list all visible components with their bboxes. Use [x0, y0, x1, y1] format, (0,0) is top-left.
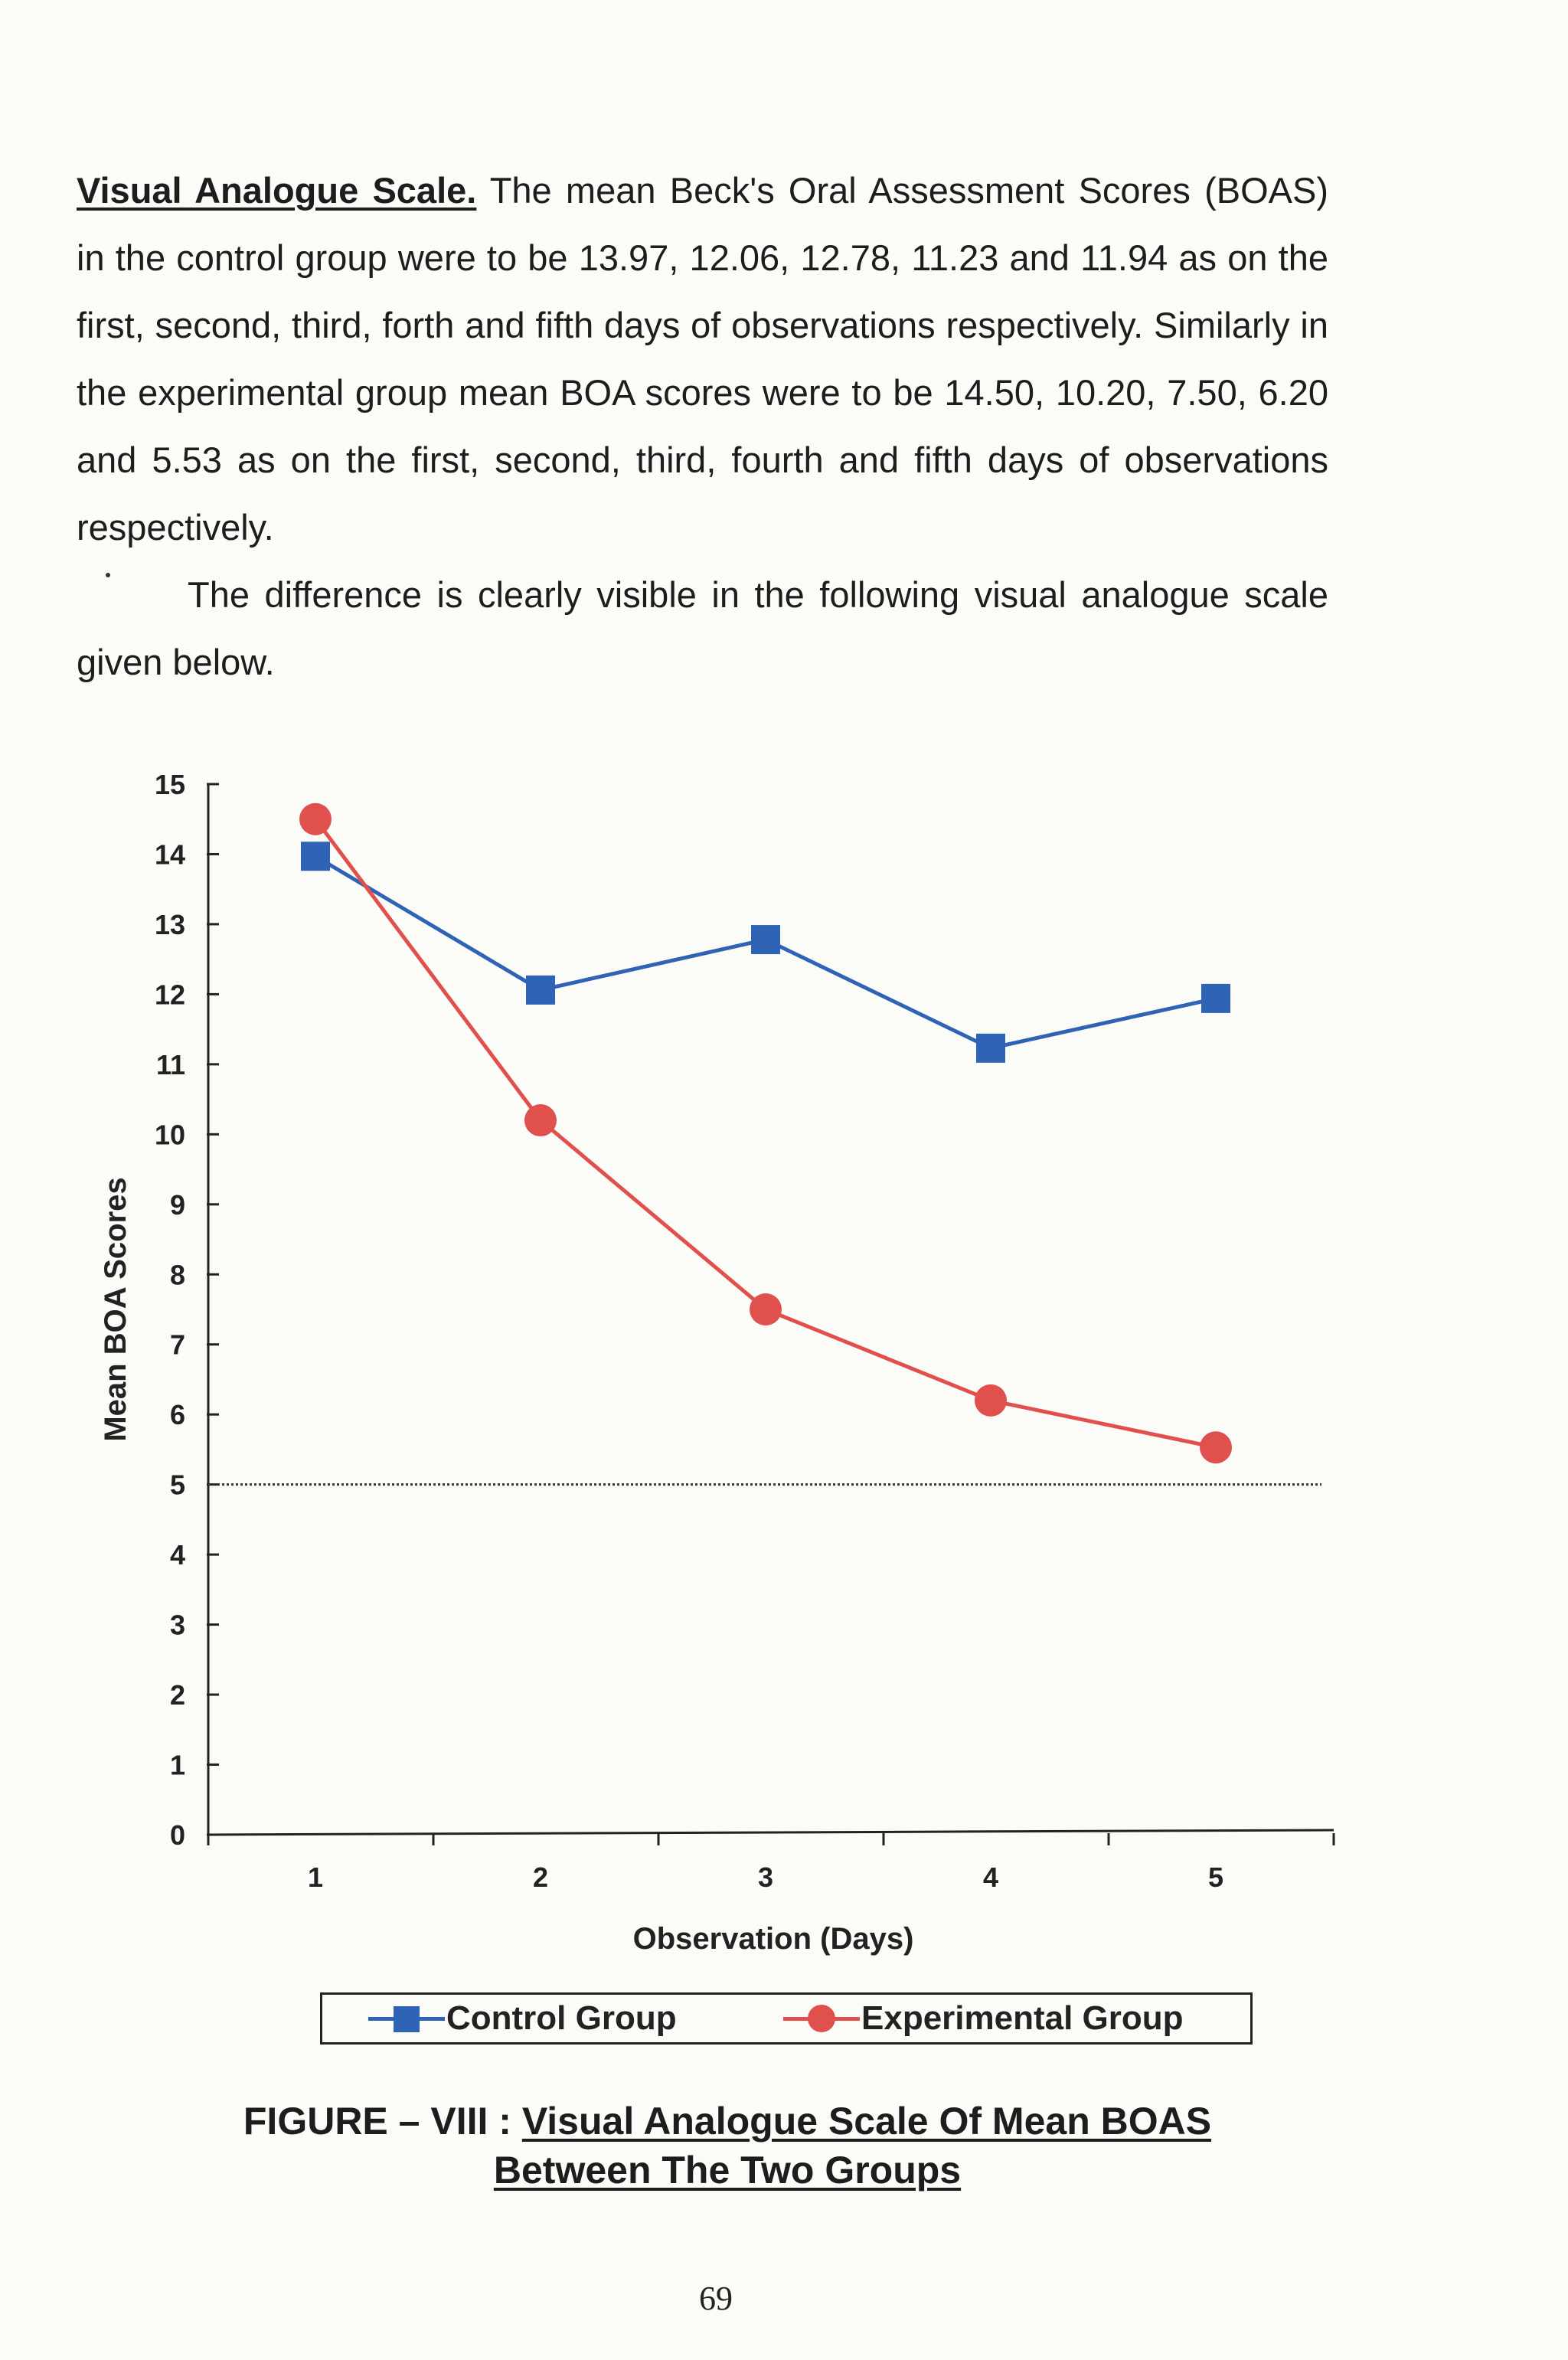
y-tick-label: 11 — [155, 1048, 185, 1080]
y-tick-label: 2 — [169, 1679, 185, 1711]
figure-caption-continued — [115, 2146, 1340, 2195]
x-tick-label: 1 — [307, 1862, 324, 1893]
control-data-point — [1201, 984, 1230, 1013]
y-tick-label: 1 — [169, 1749, 185, 1781]
y-tick-label: 10 — [154, 1119, 185, 1151]
caption-prefix: FIGURE – VIII : — [243, 2100, 522, 2143]
page-number: 69 — [699, 2280, 733, 2317]
x-axis — [208, 1830, 1334, 1893]
legend-label-experimental: Experimental Group — [861, 1999, 1184, 2037]
x-tick-label: 3 — [757, 1862, 774, 1893]
caption-line-1: Visual Analogue Scale Of Mean BOAS — [521, 2100, 1212, 2143]
y-tick-label: 3 — [169, 1609, 185, 1641]
legend-item-control — [368, 1995, 677, 2042]
caption-line-2: Between The Two Groups — [493, 2149, 962, 2192]
experimental-data-point — [299, 803, 332, 835]
y-tick-label: 9 — [169, 1188, 185, 1221]
x-axis-title: Observation (Days) — [632, 1922, 914, 1956]
experimental-series-line — [315, 819, 1216, 1447]
x-tick-label: 5 — [1207, 1862, 1224, 1893]
y-tick-label: 14 — [154, 838, 185, 871]
x-tick-label: 2 — [532, 1862, 549, 1893]
figure-caption — [115, 2097, 1340, 2146]
control-data-point — [751, 925, 780, 954]
y-tick-label: 0 — [169, 1819, 185, 1851]
chart-legend — [320, 1992, 1253, 2045]
y-tick-label: 13 — [154, 908, 185, 940]
section-heading: Visual Analogue Scale. — [77, 170, 477, 211]
x-tick-label: 4 — [982, 1862, 999, 1893]
experimental-data-point — [975, 1384, 1007, 1417]
square-marker-icon — [368, 1995, 445, 2042]
experimental-data-point — [750, 1293, 782, 1325]
legend-label-control: Control Group — [446, 1999, 677, 2037]
y-tick-label: 15 — [154, 769, 185, 800]
y-tick-label: 4 — [169, 1539, 185, 1571]
y-tick-label: 5 — [169, 1469, 185, 1501]
y-tick-label: 6 — [169, 1399, 185, 1431]
experimental-data-point — [524, 1104, 557, 1136]
experimental-data-point — [1200, 1431, 1232, 1463]
control-data-point — [976, 1034, 1005, 1063]
y-tick-label: 12 — [154, 979, 185, 1011]
paragraph-difference: The difference is clearly visible in the following visual analogue scale given below. — [77, 574, 1328, 682]
control-data-point — [526, 976, 555, 1005]
legend-item-experimental — [783, 1995, 1184, 2042]
x-axis-line — [208, 1830, 1334, 1835]
y-tick-label: 7 — [169, 1329, 185, 1361]
y-axis — [155, 769, 219, 1851]
y-tick-label: 8 — [169, 1259, 185, 1291]
y-axis-title: Mean BOA Scores — [99, 1177, 132, 1442]
circle-marker-icon — [783, 1995, 860, 2042]
paragraph-1-text: The mean Beck's Oral Assessment Scores (BOAS) in the control group were to be 13.97, 12.06, 12.78, 11.23 and 11.94 as on the first, second, third, forth and fifth days of observations respectively. Similarly in the experimental group mean BOA scores were to be 14.50, 10.20, 7.50, 6.20 and 5.53 as on the first, second, third, fourth and fifth days of observations respectively. — [77, 170, 1328, 548]
control-data-point — [301, 842, 330, 871]
series — [299, 803, 1232, 1463]
